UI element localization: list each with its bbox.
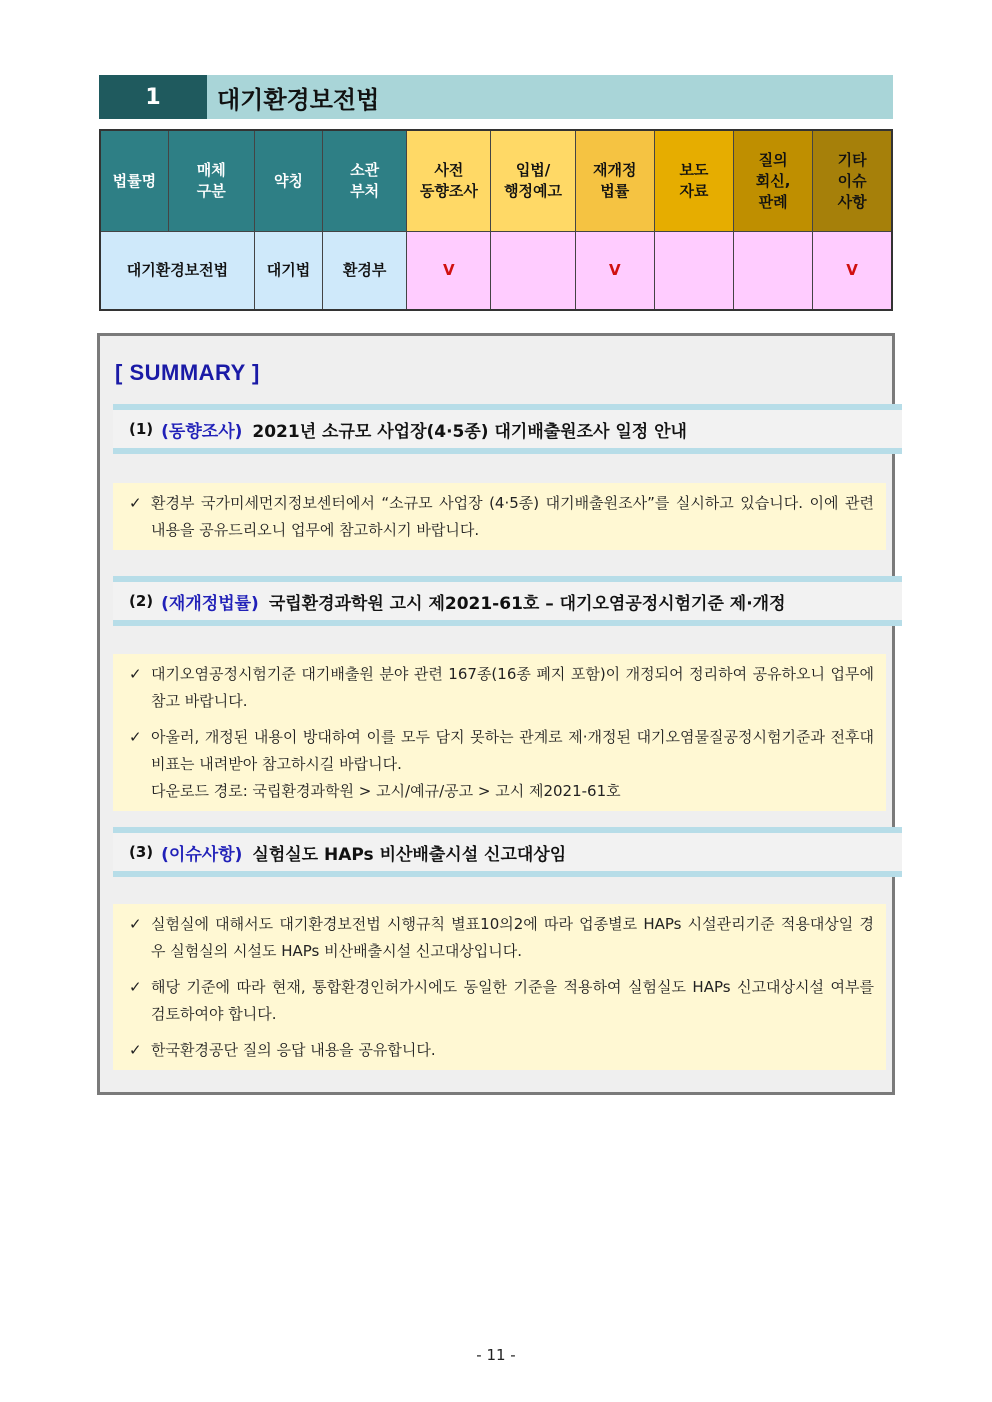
item-3-number: (3) bbox=[129, 843, 154, 861]
cell-press-release bbox=[654, 232, 733, 311]
header-revised-law: 재개정 법률 bbox=[575, 130, 654, 232]
law-table bbox=[99, 129, 893, 311]
item-2-heading bbox=[113, 576, 902, 626]
check-icon: ✓ bbox=[129, 915, 142, 933]
cell-law-name: 대기환경보전법 bbox=[100, 232, 254, 311]
item-2-content bbox=[113, 654, 886, 811]
item-3-heading bbox=[113, 827, 902, 877]
header-ministry: 소관 부처 bbox=[323, 130, 407, 232]
item-1-content bbox=[113, 483, 886, 550]
bullet-text: 해당 기준에 따라 현재, 통합환경인허가시에도 동일한 기준을 적용하여 실험실도 HAPs 신고대상시설 여부를 검토하여야 합니다. bbox=[151, 978, 874, 1023]
check-icon: ✓ bbox=[129, 494, 142, 512]
summary-title: [ SUMMARY ] bbox=[115, 360, 260, 385]
cell-revised-law: V bbox=[575, 232, 654, 311]
law-table-header-row bbox=[100, 130, 892, 232]
header-press-release: 보도 자료 bbox=[654, 130, 733, 232]
item-1-number: (1) bbox=[129, 420, 154, 438]
bullet-text: 대기오염공정시험기준 대기배출원 분야 관련 167종(16종 폐지 포함)이 개정되어 정리하여 공유하오니 업무에 참고 바랍니다. bbox=[151, 665, 874, 710]
table-row bbox=[100, 232, 892, 311]
list-item bbox=[129, 490, 874, 544]
section-title: 대기환경보전법 bbox=[207, 75, 893, 119]
check-icon: ✓ bbox=[129, 978, 142, 996]
list-item bbox=[129, 911, 874, 965]
bullet-text: 실험실에 대해서도 대기환경보전법 시행규칙 별표10의2에 따라 업종별로 HAPs 시설관리기준 적용대상일 경우 실험실의 시설도 HAPs 비산배출시설 신고대상입니다. bbox=[151, 915, 874, 960]
bullet-text: 아울러, 개정된 내용이 방대하여 이를 모두 담지 못하는 관계로 제·개정된 대기오염물질공정시험기준과 전후대비표는 내려받아 참고하시길 바랍니다. bbox=[151, 728, 874, 773]
list-item bbox=[129, 974, 874, 1028]
cell-inquiry-precedent bbox=[734, 232, 813, 311]
header-inquiry-precedent: 질의 회신, 판례 bbox=[734, 130, 813, 232]
header-media: 매체 구분 bbox=[168, 130, 254, 232]
header-legislative-notice: 입법/ 행정예고 bbox=[491, 130, 575, 232]
list-item bbox=[129, 661, 874, 715]
check-icon: ✓ bbox=[129, 1041, 142, 1059]
item-2-tag: (재개정법률) bbox=[161, 593, 259, 614]
item-2-number: (2) bbox=[129, 592, 154, 610]
header-prelim-survey: 사전 동향조사 bbox=[407, 130, 491, 232]
page-number: - 11 - bbox=[476, 1346, 516, 1364]
item-1-tag: (동향조사) bbox=[161, 421, 243, 442]
item-3-content bbox=[113, 904, 886, 1070]
cell-prelim-survey: V bbox=[407, 232, 491, 311]
header-abbrev: 약칭 bbox=[254, 130, 322, 232]
check-icon: ✓ bbox=[129, 665, 142, 683]
cell-abbrev: 대기법 bbox=[254, 232, 322, 311]
bullet-text: 환경부 국가미세먼지정보센터에서 “소규모 사업장 (4·5종) 대기배출원조사”를 실시하고 있습니다. 이에 관련 내용을 공유드리오니 업무에 참고하시기 바랍니다. bbox=[151, 494, 874, 539]
item-3-tag: (이슈사항) bbox=[161, 844, 243, 865]
cell-other-issues: V bbox=[813, 232, 892, 311]
header-law-name: 법률명 bbox=[100, 130, 168, 232]
bullet-text: 한국환경공단 질의 응답 내용을 공유합니다. bbox=[151, 1041, 436, 1059]
item-3-title: 실험실도 HAPs 비산배출시설 신고대상임 bbox=[252, 844, 567, 865]
section-header bbox=[99, 75, 893, 119]
header-other-issues: 기타 이슈 사항 bbox=[813, 130, 892, 232]
cell-ministry: 환경부 bbox=[323, 232, 407, 311]
item-1-title: 2021년 소규모 사업장(4·5종) 대기배출원조사 일정 안내 bbox=[252, 421, 687, 442]
check-icon: ✓ bbox=[129, 728, 142, 746]
item-1-heading bbox=[113, 404, 902, 454]
cell-legislative-notice bbox=[491, 232, 575, 311]
section-number: 1 bbox=[99, 75, 207, 119]
list-item bbox=[129, 1037, 874, 1064]
download-path: 다운로드 경로: 국립환경과학원 > 고시/예규/공고 > 고시 제2021-61호 bbox=[151, 782, 621, 800]
item-2-title: 국립환경과학원 고시 제2021-61호 – 대기오염공정시험기준 제·개정 bbox=[268, 593, 786, 614]
list-item bbox=[129, 724, 874, 805]
summary-panel bbox=[97, 333, 895, 1095]
